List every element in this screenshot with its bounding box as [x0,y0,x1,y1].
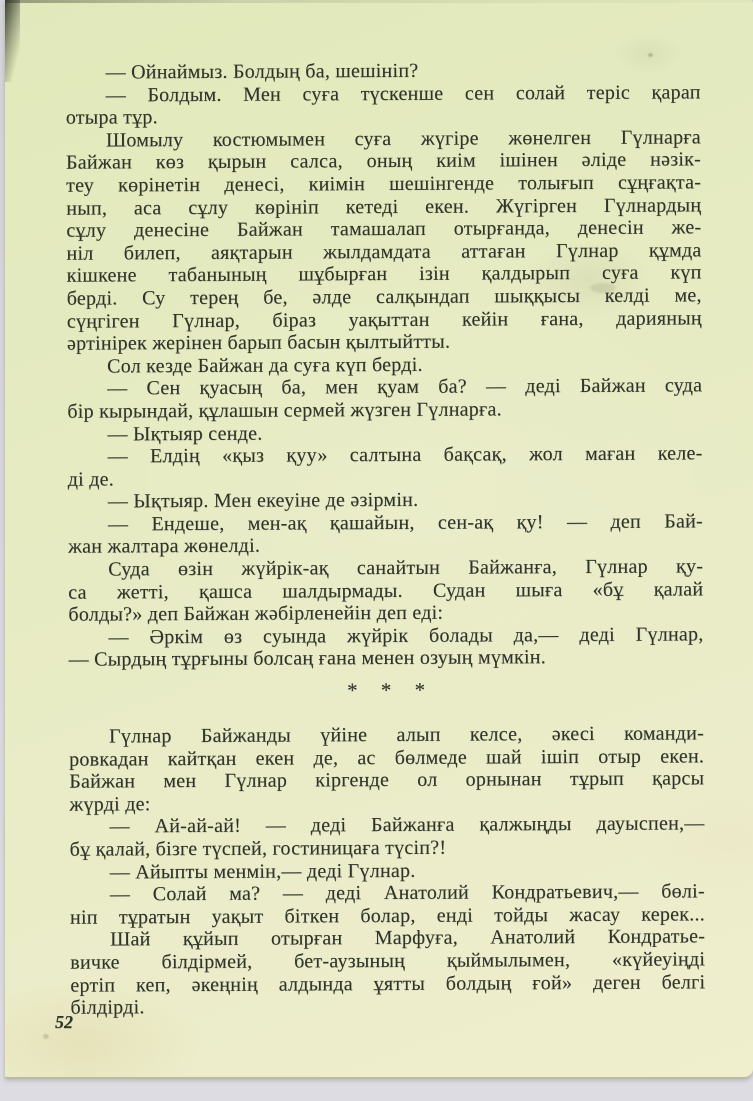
text-line: Гүлнар Байжанды үйіне алып келсе, әкесі команди- [108,722,705,748]
text-line: — Ай-ай-ай! — деді Байжанға қалжыңды дауыспен,— [109,812,705,838]
text-line: бұ қалай, бізге түспей, гостиницаға түсіп?! [69,836,447,861]
text-line: жүрді де: [69,793,151,816]
text-line: болды?» деп Байжан жәбірленейін деп еді: [68,601,444,626]
text-line: — Айыпты менмін,— деді Гүлнар. [109,859,416,884]
text-line: білдірді. [70,996,145,1019]
text-line: сүңгіген Гүлнар, біраз уақыттан кейін ғана, дарияның [66,306,702,333]
paper-speck [43,1034,49,1039]
text-line: берді. Су терең бе, әлде салқындап шыққысы келді ме, [66,284,702,310]
page-text-block [65,58,705,1019]
text-line: ді де. [67,468,115,491]
text-line: Суда өзін жүйрік-ақ санайтын Байжанға, Гүлнар қу- [108,555,704,581]
paper-speck [648,53,653,57]
text-line: — Ықтыяр сенде. [107,422,263,445]
text-line: ніл билеп, аяқтарын жылдамдата аттаған Гүлнар құмда [66,239,702,265]
text-line: — Болдым. Мен суға түскенше сен солай теріс қарап [105,80,701,107]
page-top-edge-shadow [5,0,753,3]
text-section-1 [65,58,703,671]
text-line: Байжан мен Гүлнар кіргенде ол орнынан тұрып қарсы [69,767,705,793]
text-line: Байжан көз қырын салса, оның киім ішінен әліде нәзік- [65,148,702,175]
text-line: Шомылу костюмымен суға жүгіре жөнелген Гүлнарға [105,126,701,152]
text-line: отыра тұр. [65,106,158,129]
text-line: сұлу денесіне Байжан тамашалап отырғанда, денесін же- [66,216,702,242]
text-line: — Әркім өз суында жүйрік болады да,— деді Гүлнар, [108,623,704,649]
text-line: — Ықтыяр. Мен екеуіне де әзірмін. [107,489,419,513]
text-line: — Солай ма? — деді Анатолий Кондратьевич,— бөлі- [109,880,705,906]
text-line: Сол кезде Байжан да суға күп берді. [107,353,423,378]
text-line: — Ендеше, мен-ақ қашайын, сен-ақ қу! — деп Бай- [107,510,703,536]
text-line: Шай құйып отырған Марфуға, Анатолий Кондратье- [110,925,706,951]
text-line: ніп тұратын уақыт біткен болар, енді тойды жасау керек... [69,903,706,929]
text-line: кішкене табанының шұбырған ізін қалдырып суға күп [66,261,702,288]
text-line: теу көрінетін денесі, киімін шешінгенде толығып сұңғақта- [66,171,702,197]
text-line: ертіп кеп, әкеңнің алдында ұятты болдың ғой» деген белгі [70,970,706,997]
text-line: ровкадан кайтқан екен де, ас бөлмеде шай ішіп отыр екен. [69,744,705,771]
text-section-2 [69,722,706,1019]
text-line: жан жалтара жөнелді. [67,535,261,559]
page-number: 52 [55,1012,73,1032]
text-line: бір кырындай, құлашын сермей жүзген Гүлнарға. [67,398,502,423]
text-line: — Ойнаймыз. Болдың ба, шешініп? [105,59,419,84]
scan-corner-shadow [5,0,20,82]
text-line: — Елдің «қыз қуу» салтына бақсақ, жол маған келе- [107,442,703,468]
text-line: — Сен қуасың ба, мен қуам ба? — деді Байжан суда [107,374,703,400]
text-line: — Сырдың тұрғыны болсаң ғана менен озуың мүмкін. [68,646,547,672]
text-line: вичке білдірмей, бет-аузының қыймылымен, «күйеуіңді [70,948,706,974]
text-line: әртінірек жерінен барып басын қылтыйтты. [66,330,451,355]
text-line: са жетті, қашса шалдырмады. Судан шыға «бұ қалай [68,577,704,604]
section-divider: * * * [346,677,426,703]
text-line: нып, аса сұлу көрініп кетеді екен. Жүгірген Гүлнардың [66,193,702,220]
book-page [5,0,753,1078]
